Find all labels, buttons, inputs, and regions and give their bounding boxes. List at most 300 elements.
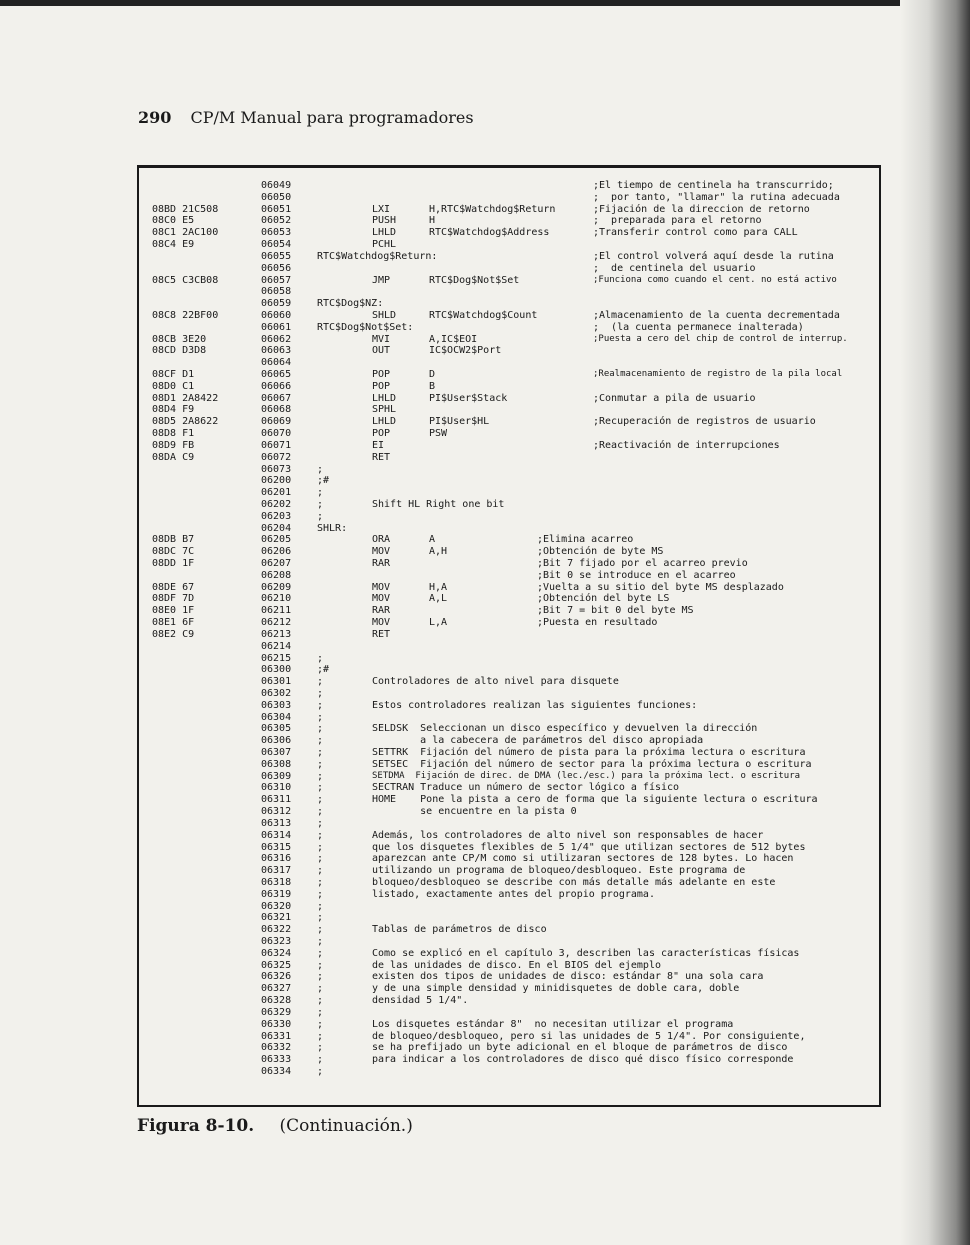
line-operand: A,L — [429, 593, 448, 605]
listing-line — [152, 1031, 887, 1043]
line-label: ; — [317, 983, 324, 995]
listing-line — [152, 889, 887, 901]
line-number: 06311 — [261, 794, 292, 806]
line-operand: RTC$Watchdog$Address — [429, 227, 550, 239]
listing-line — [152, 676, 887, 688]
line-address: 08C1 2AC100 — [152, 227, 219, 239]
line-label: ; — [317, 806, 324, 818]
line-number: 06312 — [261, 806, 292, 818]
listing-line — [152, 381, 887, 393]
line-comment: ;Funciona como cuando el cent. no está activo — [593, 274, 837, 285]
listing-line — [152, 735, 887, 747]
line-comment: ;Reactivación de interrupciones — [593, 439, 780, 451]
line-operand: IC$OCW2$Port — [429, 345, 502, 357]
line-label: ; — [317, 463, 324, 475]
listing-line — [152, 924, 887, 936]
line-label: ; — [317, 735, 324, 747]
line-number: 06326 — [261, 971, 292, 983]
line-number: 06200 — [261, 475, 292, 487]
line-number: 06307 — [261, 747, 292, 758]
line-number: 06321 — [261, 912, 292, 924]
listing-line — [152, 251, 887, 263]
listing-line — [152, 322, 887, 334]
line-number: 06206 — [261, 546, 292, 558]
listing-line — [152, 1042, 887, 1054]
line-label: ; — [317, 912, 324, 924]
line-address: 08D1 2A8422 — [152, 392, 219, 404]
caption-label: Figura 8-10. — [137, 1116, 255, 1136]
line-opcode: MOV — [372, 546, 391, 558]
listing-line — [152, 948, 887, 960]
line-number: 06309 — [261, 770, 292, 782]
line-comment: ;El control volverá aquí desde la rutina — [593, 250, 834, 262]
listing-line — [152, 877, 887, 889]
line-number: 06314 — [261, 829, 292, 841]
line-number: 06067 — [261, 392, 292, 404]
line-number: 06215 — [261, 652, 292, 664]
line-number: 06324 — [261, 947, 292, 959]
line-number: 06054 — [261, 239, 292, 251]
line-address: 08DC 7C — [152, 546, 195, 558]
line-comment: ;Vuelta a su sitio del byte MS desplazado — [537, 581, 784, 593]
listing-line — [152, 558, 887, 570]
listing-line — [152, 440, 887, 452]
line-text: de bloqueo/desbloqueo, pero si las unidades de 5 1/4". Por consiguiente, — [372, 1030, 806, 1042]
line-label: RTC$Dog$NZ: — [317, 298, 384, 310]
line-text: Controladores de alto nivel para disquete — [372, 676, 619, 688]
line-comment: ;Transferir control como para CALL — [593, 227, 798, 239]
line-number: 06202 — [261, 498, 292, 510]
listing-line — [152, 416, 887, 428]
listing-line — [152, 369, 887, 381]
line-opcode: POP — [372, 369, 391, 380]
line-opcode: RAR — [372, 558, 391, 569]
line-operand: H — [429, 215, 436, 227]
line-address: 08CF D1 — [152, 369, 195, 380]
line-comment: ;Realmacenamiento de registro de la pila local — [593, 369, 843, 379]
page-gutter-shadow — [900, 0, 970, 1245]
line-opcode: SHLD — [372, 309, 397, 321]
line-label: ; — [317, 487, 324, 499]
line-number: 06315 — [261, 841, 292, 853]
line-operand: A — [429, 534, 436, 546]
listing-line — [152, 700, 887, 712]
line-label: ; — [317, 829, 324, 841]
listing-line — [152, 688, 887, 700]
listing-line — [152, 215, 887, 227]
line-text: de las unidades de disco. En el BIOS del ejemplo — [372, 959, 661, 971]
listing-line — [152, 487, 887, 499]
line-address: 08DB B7 — [152, 534, 195, 546]
line-label: ; — [317, 971, 324, 983]
line-opcode: JMP — [372, 274, 391, 286]
listing-line — [152, 475, 887, 487]
line-number: 06304 — [261, 711, 292, 723]
line-address: 08C5 C3CB08 — [152, 274, 219, 286]
page-number: 290 — [138, 108, 172, 127]
line-text: Los disquetes estándar 8" no necesitan utilizar el programa — [372, 1018, 734, 1030]
line-number: 06214 — [261, 640, 292, 652]
line-number: 06331 — [261, 1030, 292, 1042]
listing-line — [152, 912, 887, 924]
line-address: 08BD 21C508 — [152, 203, 219, 215]
line-number: 06327 — [261, 983, 292, 995]
line-label: ; — [317, 900, 324, 912]
line-number: 06325 — [261, 959, 292, 971]
line-address: 08E0 1F — [152, 605, 195, 617]
listing-line — [152, 759, 887, 771]
line-text: Estos controladores realizan las siguientes funciones: — [372, 699, 698, 711]
listing-line — [152, 830, 887, 842]
line-opcode: LHLD — [372, 392, 397, 404]
line-number: 06069 — [261, 416, 292, 428]
listing-line — [152, 582, 887, 594]
line-number: 06320 — [261, 900, 292, 912]
line-number: 06051 — [261, 203, 292, 215]
line-number: 06066 — [261, 380, 292, 392]
listing-line — [152, 499, 887, 511]
line-opcode: POP — [372, 380, 391, 392]
line-number: 06332 — [261, 1042, 292, 1054]
line-address: 08E1 6F — [152, 617, 195, 629]
line-comment: ;Obtención de byte MS — [537, 546, 664, 558]
line-label: ;# — [317, 664, 330, 676]
line-address: 08D5 2A8622 — [152, 416, 219, 428]
line-opcode: RET — [372, 628, 391, 640]
line-comment: ;Bit 7 fijado por el acarreo previo — [537, 558, 748, 569]
listing-line — [152, 865, 887, 877]
listing-line — [152, 511, 887, 523]
listing-line — [152, 901, 887, 913]
line-number: 06305 — [261, 723, 292, 735]
line-text: Como se explicó en el capítulo 3, describen las características físicas — [372, 947, 800, 959]
line-number: 06333 — [261, 1054, 292, 1066]
listing-line — [152, 534, 887, 546]
line-number: 06049 — [261, 180, 292, 191]
line-comment: ;Recuperación de registros de usuario — [593, 416, 816, 428]
line-number: 06306 — [261, 735, 292, 747]
listing-line — [152, 723, 887, 735]
line-text: bloqueo/desbloqueo se describe con más detalle más adelante en este — [372, 876, 776, 888]
line-address: 08CD D3D8 — [152, 345, 207, 357]
figure-caption — [137, 1116, 413, 1136]
line-label: ;# — [317, 475, 330, 487]
listing-line — [152, 1066, 887, 1078]
line-label: ; — [317, 947, 324, 959]
listing-line — [152, 653, 887, 665]
line-label: ; — [317, 1054, 324, 1066]
listing-line — [152, 960, 887, 972]
line-label: RTC$Dog$Not$Set: — [317, 321, 414, 333]
line-label: ; — [317, 676, 324, 688]
listing-line — [152, 806, 887, 818]
line-label: ; — [317, 841, 324, 853]
line-label: ; — [317, 959, 324, 971]
line-opcode: MOV — [372, 593, 391, 605]
line-label: SHLR: — [317, 522, 348, 534]
line-number: 06328 — [261, 995, 292, 1007]
line-number: 06052 — [261, 215, 292, 227]
line-label: ; — [317, 758, 324, 770]
code-listing — [152, 180, 887, 1078]
listing-line — [152, 334, 887, 346]
line-comment: ; de centinela del usuario — [593, 262, 756, 274]
listing-line — [152, 310, 887, 322]
line-label: ; — [317, 723, 324, 735]
line-text: que los disquetes flexibles de 5 1/4" que utilizan sectores de 512 bytes — [372, 841, 806, 853]
line-text: aparezcan ante CP/M como si utilizaran sectores de 128 bytes. Lo hacen — [372, 853, 794, 865]
listing-line — [152, 712, 887, 724]
line-comment: ;Conmutar a pila de usuario — [593, 392, 756, 404]
line-number: 06210 — [261, 593, 292, 605]
line-number: 06310 — [261, 782, 292, 794]
line-address: 08DF 7D — [152, 593, 195, 605]
line-number: 06204 — [261, 522, 292, 534]
line-comment: ; preparada para el retorno — [593, 215, 762, 227]
line-label: ; — [317, 936, 324, 947]
line-number: 06207 — [261, 558, 292, 569]
line-number: 06073 — [261, 463, 292, 475]
line-number: 06058 — [261, 286, 292, 298]
line-label: ; — [317, 1018, 324, 1030]
line-number: 06213 — [261, 628, 292, 640]
line-comment: ;Puesta a cero del chip de control de interrup. — [593, 333, 848, 344]
line-opcode: EI — [372, 439, 385, 451]
line-address: 08D4 F9 — [152, 404, 195, 416]
listing-line — [152, 853, 887, 865]
line-comment: ;Fijación de la direccion de retorno — [593, 203, 810, 215]
line-opcode: LHLD — [372, 227, 397, 239]
line-opcode: LHLD — [372, 416, 397, 428]
listing-line — [152, 393, 887, 405]
line-number: 06053 — [261, 227, 292, 239]
line-label: ; — [317, 888, 324, 900]
line-number: 06060 — [261, 309, 292, 321]
line-number: 06323 — [261, 936, 292, 947]
listing-line — [152, 771, 887, 783]
line-text: y de una simple densidad y minidisquetes de doble cara, doble — [372, 983, 740, 995]
line-comment: ; por tanto, "llamar" la rutina adecuada — [593, 191, 840, 203]
listing-line — [152, 404, 887, 416]
line-label: ; — [317, 699, 324, 711]
line-number: 06329 — [261, 1006, 292, 1018]
line-address: 08D0 C1 — [152, 380, 195, 392]
listing-line — [152, 842, 887, 854]
line-comment: ;Obtención del byte LS — [537, 593, 670, 605]
line-opcode: RAR — [372, 605, 391, 617]
line-opcode: PCHL — [372, 239, 397, 251]
line-label: ; — [317, 1006, 324, 1018]
line-number: 06205 — [261, 534, 292, 546]
listing-line — [152, 629, 887, 641]
line-text: densidad 5 1/4". — [372, 995, 469, 1007]
listing-line — [152, 286, 887, 298]
line-opcode: OUT — [372, 345, 391, 357]
line-comment: ;El tiempo de centinela ha transcurrido; — [593, 180, 834, 191]
line-number: 06300 — [261, 664, 292, 676]
listing-line — [152, 452, 887, 464]
listing-line — [152, 664, 887, 676]
line-number: 06055 — [261, 250, 292, 262]
listing-line — [152, 936, 887, 948]
listing-line — [152, 782, 887, 794]
line-opcode: MVI — [372, 333, 391, 345]
listing-line — [152, 263, 887, 275]
listing-line — [152, 546, 887, 558]
line-address: 08E2 C9 — [152, 628, 195, 640]
line-address: 08DA C9 — [152, 451, 195, 463]
line-number: 06302 — [261, 687, 292, 699]
line-opcode: ORA — [372, 534, 391, 546]
line-number: 06330 — [261, 1018, 292, 1030]
line-label: ; — [317, 865, 324, 877]
line-address: 08D9 FB — [152, 439, 195, 451]
listing-line — [152, 523, 887, 535]
line-number: 06212 — [261, 617, 292, 629]
line-number: 06062 — [261, 333, 292, 345]
line-number: 06065 — [261, 369, 292, 380]
line-opcode: MOV — [372, 617, 391, 629]
listing-line — [152, 983, 887, 995]
line-address: 08DD 1F — [152, 558, 195, 569]
line-label: RTC$Watchdog$Return: — [317, 250, 438, 262]
line-opcode: POP — [372, 428, 391, 440]
line-operand: L,A — [429, 617, 448, 629]
listing-line — [152, 204, 887, 216]
line-number: 06322 — [261, 924, 292, 936]
line-label: ; — [317, 782, 324, 794]
line-text: SETSEC Fijación del número de sector para la próxima lectura o escritura — [372, 758, 812, 770]
line-label: ; — [317, 817, 324, 829]
line-operand: A,IC$EOI — [429, 333, 478, 345]
line-text: Además, los controladores de alto nivel son responsables de hacer — [372, 829, 764, 841]
line-opcode: SPHL — [372, 404, 397, 416]
line-number: 06208 — [261, 569, 292, 581]
line-number: 06318 — [261, 876, 292, 888]
listing-line — [152, 239, 887, 251]
line-operand: B — [429, 380, 436, 392]
line-operand: PSW — [429, 428, 448, 440]
line-number: 06050 — [261, 191, 292, 203]
line-address: 08CB 3E20 — [152, 333, 207, 345]
listing-line — [152, 1007, 887, 1019]
line-opcode: PUSH — [372, 215, 397, 227]
listing-line — [152, 605, 887, 617]
line-label: ; — [317, 1065, 324, 1077]
listing-line — [152, 794, 887, 806]
line-opcode: LXI — [372, 203, 391, 215]
line-text: SECTRAN Traduce un número de sector lógico a físico — [372, 782, 680, 794]
line-number: 06308 — [261, 758, 292, 770]
page-header — [138, 108, 474, 127]
line-number: 06203 — [261, 510, 292, 522]
listing-line — [152, 275, 887, 287]
line-text: existen dos tipos de unidades de disco: estándar 8" una sola cara — [372, 971, 764, 983]
listing-line — [152, 995, 887, 1007]
line-operand: PI$User$Stack — [429, 392, 508, 404]
line-label: ; — [317, 687, 324, 699]
line-label: ; — [317, 652, 324, 664]
line-number: 06301 — [261, 676, 292, 688]
line-text: SETDMA Fijación de direc. de DMA (lec./esc.) para la próxima lect. o escritura — [372, 770, 801, 781]
line-number: 06211 — [261, 605, 292, 617]
line-number: 06201 — [261, 487, 292, 499]
line-label: ; — [317, 794, 324, 806]
line-number: 06313 — [261, 817, 292, 829]
line-text: a la cabecera de parámetros del disco apropiada — [372, 735, 704, 747]
line-comment: ;Elimina acarreo — [537, 534, 634, 546]
line-operand: H,RTC$Watchdog$Return — [429, 203, 556, 215]
line-text: utilizando un programa de bloqueo/desbloqueo. Este programa de — [372, 865, 746, 877]
line-address: 08DE 67 — [152, 581, 195, 593]
listing-line — [152, 345, 887, 357]
line-comment: ; (la cuenta permanece inalterada) — [593, 321, 804, 333]
line-number: 06072 — [261, 451, 292, 463]
listing-line — [152, 818, 887, 830]
listing-line — [152, 1019, 887, 1031]
listing-line — [152, 1054, 887, 1066]
line-text: HOME Pone la pista a cero de forma que la siguiente lectura o escritura — [372, 794, 818, 806]
line-comment: ;Puesta en resultado — [537, 617, 658, 629]
line-text: Tablas de parámetros de disco — [372, 924, 547, 936]
caption-text: (Continuación.) — [279, 1116, 413, 1136]
top-edge-bar — [0, 0, 970, 6]
line-number: 06056 — [261, 262, 292, 274]
line-address: 08C4 E9 — [152, 239, 195, 251]
line-text: se encuentre en la pista 0 — [372, 806, 577, 818]
line-operand: RTC$Watchdog$Count — [429, 309, 538, 321]
line-text: listado, exactamente antes del propio programa. — [372, 888, 655, 900]
listing-line — [152, 747, 887, 759]
line-label: ; — [317, 747, 324, 758]
line-text: Shift HL Right one bit — [372, 498, 505, 510]
listing-line — [152, 464, 887, 476]
listing-line — [152, 617, 887, 629]
line-operand: PI$User$HL — [429, 416, 490, 428]
line-number: 06068 — [261, 404, 292, 416]
line-number: 06063 — [261, 345, 292, 357]
listing-line — [152, 180, 887, 192]
line-label: ; — [317, 770, 324, 782]
line-number: 06061 — [261, 321, 292, 333]
line-operand: D — [429, 369, 436, 380]
line-label: ; — [317, 1042, 324, 1054]
line-text: SELDSK Seleccionan un disco específico y devuelven la dirección — [372, 723, 758, 735]
line-opcode: RET — [372, 451, 391, 463]
line-label: ; — [317, 876, 324, 888]
line-comment: ;Bit 0 se introduce en el acarreo — [537, 569, 736, 581]
line-number: 06071 — [261, 439, 292, 451]
line-operand: RTC$Dog$Not$Set — [429, 274, 520, 286]
line-operand: A,H — [429, 546, 448, 558]
line-number: 06059 — [261, 298, 292, 310]
listing-line — [152, 593, 887, 605]
line-number: 06317 — [261, 865, 292, 877]
line-label: ; — [317, 1030, 324, 1042]
line-address: 08D8 F1 — [152, 428, 195, 440]
line-label: ; — [317, 995, 324, 1007]
line-number: 06057 — [261, 274, 292, 286]
listing-line — [152, 298, 887, 310]
listing-line — [152, 357, 887, 369]
listing-line — [152, 641, 887, 653]
listing-line — [152, 428, 887, 440]
listing-line — [152, 971, 887, 983]
listing-line — [152, 227, 887, 239]
line-address: 08C8 22BF00 — [152, 309, 219, 321]
line-label: ; — [317, 498, 324, 510]
line-label: ; — [317, 711, 324, 723]
